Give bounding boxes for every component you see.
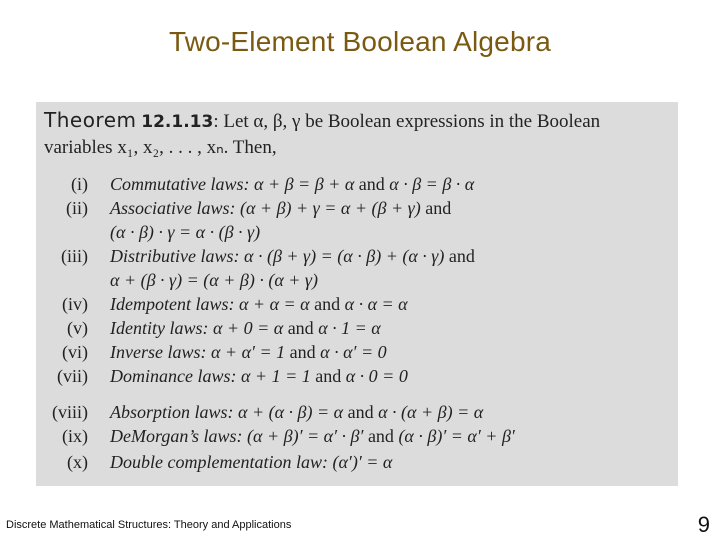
item-number: (vii) (57, 366, 88, 386)
item-number: (viii) (52, 402, 88, 422)
item-number: (iv) (62, 294, 88, 314)
item-connector: and (315, 366, 342, 386)
footer-text: Discrete Mathematical Structures: Theory and Applications (6, 519, 292, 531)
item-formula-2: α · α′ = 0 (320, 342, 387, 362)
item-law-name: Commutative laws: (110, 174, 250, 194)
item-formula-2: α · (α + β) = α (378, 402, 484, 422)
theorem-number: 12.1.13 (141, 112, 214, 132)
item-body (110, 402, 483, 423)
item-formula: (α + β) + γ = α + (β + γ) (239, 198, 421, 218)
item-formula: (α + β)′ = α′ · β′ (247, 426, 364, 446)
item-body (110, 318, 381, 339)
item-connector: and (358, 174, 385, 194)
theorem-intro-line2: variables x₁, x₂, . . . , xₙ. Then, (44, 137, 277, 158)
page-number: 9 (697, 512, 710, 537)
item-formula: α · (β + γ) = (α · β) + (α · γ) (244, 246, 445, 266)
item-connector: and (314, 294, 341, 314)
item-law-name: Identity laws: (110, 318, 209, 338)
item-law-name: Associative laws: (110, 198, 236, 218)
item-formula: α + β = β + α (254, 174, 355, 194)
item-number: (vi) (62, 342, 88, 362)
item-body (110, 198, 451, 219)
theorem-panel (36, 102, 678, 486)
item-law-name: Inverse laws: (110, 342, 207, 362)
item-formula: α + 1 = 1 (240, 366, 311, 386)
item-law-name: DeMorgan’s laws: (110, 426, 243, 446)
item-law-name: Idempotent laws: (110, 294, 235, 314)
item-formula: α + α′ = 1 (210, 342, 286, 362)
item-connector: and (367, 426, 394, 446)
item-formula: (α′)′ = α (332, 452, 393, 472)
item-formula-2: α · 0 = 0 (345, 366, 408, 386)
item-connector: and (425, 198, 452, 218)
slide-title: Two-Element Boolean Algebra (168, 26, 552, 57)
item-number: (ix) (62, 426, 88, 446)
item-body (110, 366, 408, 387)
theorem-intro-line1: : Let α, β, γ be Boolean expressions in the Boolean (213, 111, 601, 132)
item-number: (v) (67, 318, 88, 338)
item-formula-2: α · α = α (344, 294, 408, 314)
item-formula: α + (β · γ) = (α + β) · (α + γ) (110, 270, 319, 290)
item-formula-2: α · 1 = α (318, 318, 381, 338)
item-law-name: Distributive laws: (110, 246, 240, 266)
item-law-name: Dominance laws: (110, 366, 237, 386)
item-body (110, 246, 475, 267)
item-body (110, 270, 318, 291)
theorem-header (44, 108, 674, 160)
item-body (110, 222, 260, 243)
item-formula: (α · β) · γ = α · (β · γ) (110, 222, 261, 242)
item-body (110, 452, 392, 473)
item-law-name: Double complementation law: (110, 452, 328, 472)
item-connector: and (289, 342, 316, 362)
item-connector: and (347, 402, 374, 422)
item-formula: α + 0 = α (212, 318, 284, 338)
theorem-label: Theorem (44, 108, 137, 132)
item-number: (x) (67, 452, 88, 472)
item-law-name: Absorption laws: (110, 402, 234, 422)
item-connector: and (448, 246, 475, 266)
item-body (110, 294, 408, 315)
item-number: (ii) (66, 198, 88, 218)
item-body (110, 426, 515, 447)
item-formula: α + (α · β) = α (238, 402, 344, 422)
item-body (110, 342, 387, 363)
item-number: (iii) (61, 246, 88, 266)
item-connector: and (287, 318, 314, 338)
item-formula-2: (α · β)′ = α′ + β′ (398, 426, 515, 446)
item-number: (i) (71, 174, 88, 194)
item-formula-2: α · β = β · α (389, 174, 475, 194)
item-body (110, 174, 474, 195)
item-formula: α + α = α (238, 294, 310, 314)
